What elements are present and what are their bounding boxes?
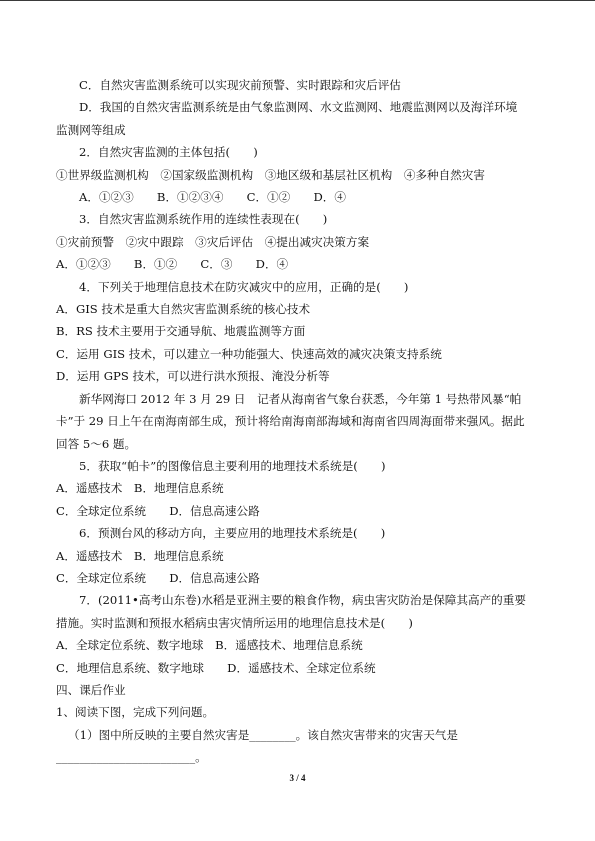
- text-line: ________________________。: [56, 750, 207, 765]
- text-line: 1、阅读下图，完成下列问题。: [56, 705, 215, 720]
- text-line: 卡”于 29 日上午在南海南部生成，预计将给南海南部海域和海南省四周海面带来强风。据此: [56, 414, 525, 429]
- text-line: 四、课后作业: [56, 682, 126, 697]
- text-line: （1）图中所反映的主要自然灾害是________。该自然灾害带来的灾害天气是: [68, 727, 458, 742]
- text-line: 措施。实时监测和预报水稻病虫害灾情所运用的地理信息技术是( ): [56, 615, 413, 630]
- text-line: B．RS 技术主要用于交通导航、地震监测等方面: [56, 324, 306, 339]
- text-line: C．地理信息系统、数字地球 D．遥感技术、全球定位系统: [56, 660, 376, 675]
- text-line: A．①②③ B．①② C．③ D．④: [56, 257, 289, 272]
- text-line: D．运用 GPS 技术，可以进行洪水预报、淹没分析等: [56, 369, 330, 384]
- text-line: 新华网海口 2012 年 3 月 29 日 记者从海南省气象台获悉，今年第 1 号热带风暴“帕: [79, 391, 522, 406]
- text-line: 监测网等组成: [56, 122, 126, 137]
- text-line: A．GIS 技术是重大自然灾害监测系统的核心技术: [56, 302, 311, 317]
- text-line: ①灾前预警 ②灾中跟踪 ③灾后评估 ④提出减灾决策方案: [56, 234, 370, 249]
- text-line: 回答 5～6 题。: [56, 436, 137, 451]
- text-line: 2．自然灾害监测的主体包括( ): [79, 145, 258, 160]
- text-line: C．全球定位系统 D．信息高速公路: [56, 503, 260, 518]
- page-number: 3 / 4: [289, 773, 306, 783]
- text-line: 4．下列关于地理信息技术在防灾减灾中的应用，正确的是( ): [79, 279, 409, 294]
- text-line: C．全球定位系统 D．信息高速公路: [56, 570, 260, 585]
- text-line: 7．(2011•高考山东卷)水稻是亚洲主要的粮食作物，病虫害灾防治是保障其高产的重要: [79, 593, 526, 608]
- text-line: 5．获取“帕卡”的图像信息主要利用的地理技术系统是( ): [79, 458, 386, 473]
- text-line: 6．预测台风的移动方向，主要应用的地理技术系统是( ): [79, 526, 386, 541]
- document-body: [56, 74, 546, 769]
- text-line: C．运用 GIS 技术，可以建立一种功能强大、快速高效的减灾决策支持系统: [56, 346, 442, 361]
- text-line: A．遥感技术 B．地理信息系统: [56, 548, 224, 563]
- text-line: A．①②③ B．①②③④ C．①② D．④: [79, 190, 346, 205]
- text-line: A．全球定位系统、数字地球 B．遥感技术、地理信息系统: [56, 638, 363, 653]
- header-rule: [0, 0, 595, 1]
- text-line: ①世界级监测机构 ②国家级监测机构 ③地区级和基层社区机构 ④多种自然灾害: [56, 167, 485, 182]
- text-line: C．自然灾害监测系统可以实现灾前预警、实时跟踪和灾后评估: [79, 78, 401, 92]
- text-line: 3．自然灾害监测系统作用的连续性表现在( ): [79, 212, 328, 227]
- text-line: A．遥感技术 B．地理信息系统: [56, 481, 224, 496]
- text-line: D．我国的自然灾害监测系统是由气象监测网、水文监测网、地震监测网以及海洋环境: [79, 100, 518, 115]
